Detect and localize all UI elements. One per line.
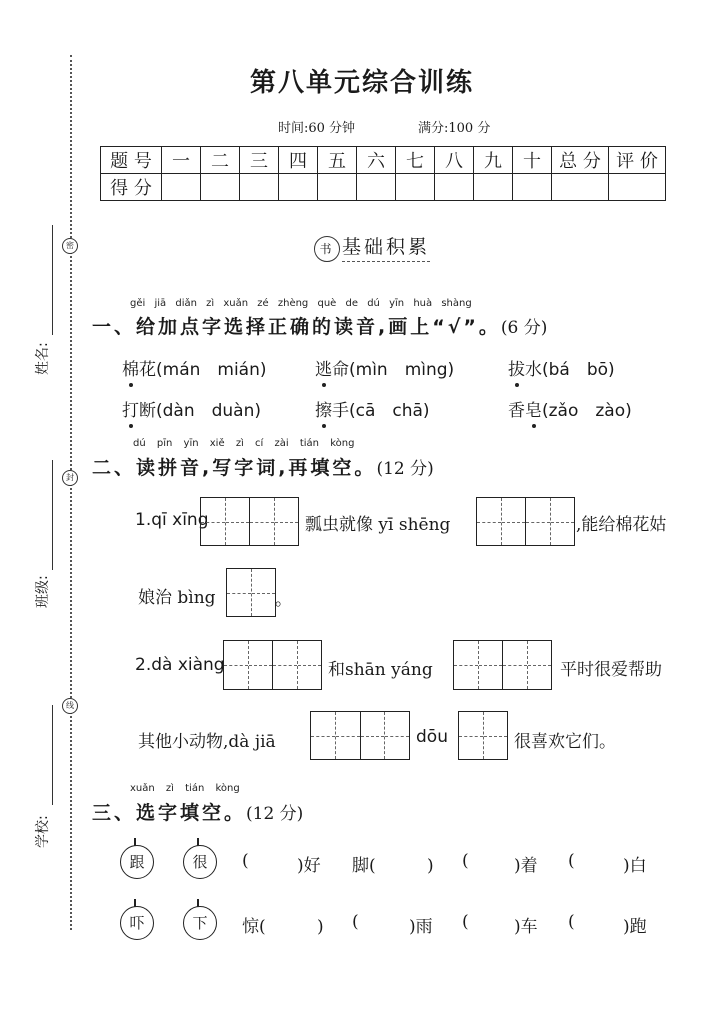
pinyin: zì: [235, 438, 244, 449]
pinyin: zé: [257, 298, 269, 309]
pinyin: xiě: [209, 438, 225, 449]
q2-text-part: 2.dà xiàng: [135, 655, 225, 675]
table-cell: 评 价: [609, 147, 666, 174]
school-line: [52, 705, 53, 805]
table-cell: 六: [357, 147, 396, 174]
blank[interactable]: ): [410, 856, 434, 876]
q2-text-part: 瓢虫就像 yī shēng: [305, 515, 451, 535]
q2-text-part: 很喜欢它们。: [514, 732, 616, 752]
pinyin-options[interactable]: (bá bō): [542, 360, 615, 380]
answer-box[interactable]: [223, 640, 322, 690]
table-cell: 五: [318, 147, 357, 174]
word-rest: 花: [139, 360, 156, 380]
apple-char-icon: 下: [183, 906, 217, 940]
pinyin-options[interactable]: (mìn mìng): [349, 360, 455, 380]
score-cell[interactable]: [240, 174, 279, 201]
pinyin: cí: [255, 438, 264, 449]
q2-text-part: 和shān yáng: [328, 660, 433, 680]
q2-text-part: 1.qī xīng: [135, 510, 209, 530]
q2-text-part: 娘治 bìng: [138, 588, 216, 608]
q1-score: (6 分): [500, 318, 548, 338]
blank[interactable]: (: [568, 912, 575, 932]
q2-pinyin: [133, 438, 354, 449]
q1-item: [315, 355, 454, 380]
word-rest: 手: [332, 401, 349, 421]
score-cell[interactable]: [552, 174, 609, 201]
pinyin: huà: [413, 298, 433, 309]
q2-text-part: 。: [275, 590, 292, 610]
school-label: 学校:: [35, 815, 51, 848]
score-cell[interactable]: [201, 174, 240, 201]
score-cell[interactable]: [513, 174, 552, 201]
blank[interactable]: )车: [497, 917, 538, 937]
q1-item: [122, 396, 261, 421]
section-heading: [314, 232, 430, 262]
pinyin: de: [345, 298, 359, 309]
fullscore-label: 满分:100 分: [418, 121, 491, 136]
blank[interactable]: 脚(: [352, 856, 376, 876]
pinyin: zì: [206, 298, 215, 309]
binding-mark-1: 密: [62, 238, 78, 254]
q2-text-part: 平时很爱帮助: [560, 660, 662, 680]
book-icon: 书: [314, 236, 340, 262]
blank[interactable]: (: [462, 912, 469, 932]
q1-pinyin: [130, 298, 472, 309]
dotted-char: 皂: [525, 401, 542, 421]
binding-mark-3: 线: [62, 698, 78, 714]
table-cell: 七: [396, 147, 435, 174]
blank[interactable]: )好: [280, 856, 321, 876]
q3-score: (12 分): [246, 804, 304, 824]
pinyin: què: [317, 298, 337, 309]
pinyin: kòng: [330, 438, 355, 449]
q1-item: [315, 396, 430, 421]
pinyin-options[interactable]: (dàn duàn): [156, 401, 262, 421]
q2-text-part: dōu: [416, 727, 448, 747]
table-cell: 得 分: [101, 174, 162, 201]
q2-text: 二、读拼音,写字词,再填空。: [92, 457, 377, 479]
q1-item: [122, 355, 267, 380]
score-cell[interactable]: [474, 174, 513, 201]
score-table: [100, 146, 666, 201]
answer-box[interactable]: [226, 568, 276, 617]
pinyin: zì: [165, 783, 174, 794]
q2-text-part: 其他小动物,dà jiā: [138, 732, 276, 752]
dotted-char: 擦: [315, 401, 332, 421]
blank[interactable]: (: [352, 912, 359, 932]
pinyin: kòng: [215, 783, 240, 794]
pinyin: jiā: [154, 298, 167, 309]
answer-box[interactable]: [476, 497, 575, 546]
apple-char-icon: 吓: [120, 906, 154, 940]
pinyin: dú: [133, 438, 146, 449]
blank[interactable]: (: [462, 851, 469, 871]
score-cell[interactable]: [162, 174, 201, 201]
score-table-header-row: [101, 147, 666, 174]
pinyin: gěi: [130, 298, 146, 309]
q3-heading: [92, 798, 303, 825]
pinyin: diǎn: [175, 298, 197, 309]
score-cell[interactable]: [435, 174, 474, 201]
q2-text-part: ,能给棉花姑: [576, 515, 667, 535]
q1-heading: [92, 312, 547, 339]
score-table-score-row: [101, 174, 666, 201]
pinyin-options[interactable]: (mán mián): [156, 360, 267, 380]
class-line: [52, 460, 53, 570]
binding-mark-2: 封: [62, 470, 78, 486]
dotted-char: 棉: [122, 360, 139, 380]
blank[interactable]: (: [242, 851, 249, 871]
apple-char-icon: 跟: [120, 845, 154, 879]
answer-box[interactable]: [310, 711, 410, 760]
answer-box[interactable]: [200, 497, 299, 546]
dotted-char: 逃: [315, 360, 332, 380]
section-title: 基础积累: [342, 236, 430, 262]
pinyin: xuǎn: [223, 298, 249, 309]
q1-text: 一、给加点字选择正确的读音,画上“√”。: [92, 316, 501, 338]
table-cell: 四: [279, 147, 318, 174]
table-cell: 三: [240, 147, 279, 174]
pinyin: pīn: [156, 438, 173, 449]
score-cell[interactable]: [357, 174, 396, 201]
table-cell: 十: [513, 147, 552, 174]
pinyin: xuǎn: [130, 783, 155, 794]
pinyin: tián: [299, 438, 320, 449]
pinyin-options[interactable]: (cā chā): [349, 401, 430, 421]
q2-score: (12 分): [376, 459, 434, 479]
score-cell[interactable]: [609, 174, 666, 201]
class-label: 班级:: [35, 575, 51, 608]
pinyin: shàng: [441, 298, 472, 309]
apple-char-icon: 很: [183, 845, 217, 879]
page-title: 第八单元综合训练: [249, 68, 474, 98]
blank[interactable]: ): [300, 917, 324, 937]
name-label: 姓名:: [35, 342, 51, 375]
score-cell[interactable]: [279, 174, 318, 201]
q2-heading: [92, 453, 434, 480]
score-cell[interactable]: [318, 174, 357, 201]
pinyin: tián: [185, 783, 205, 794]
q3-pinyin: [130, 783, 240, 794]
table-cell: 九: [474, 147, 513, 174]
pinyin: yīn: [389, 298, 405, 309]
blank[interactable]: (: [568, 851, 575, 871]
blank[interactable]: )雨: [392, 917, 433, 937]
score-cell[interactable]: [396, 174, 435, 201]
pinyin: yīn: [183, 438, 199, 449]
table-cell: 总 分: [552, 147, 609, 174]
pinyin: dú: [367, 298, 380, 309]
blank[interactable]: 惊(: [242, 917, 266, 937]
blank[interactable]: )着: [497, 856, 538, 876]
pinyin: zhèng: [277, 298, 309, 309]
time-label: 时间:60 分钟: [278, 121, 356, 136]
word-rest: 命: [332, 360, 349, 380]
table-cell: 题 号: [101, 147, 162, 174]
pinyin-options[interactable]: (zǎo zào): [542, 401, 632, 421]
q3-text: 三、选字填空。: [92, 802, 247, 824]
blank[interactable]: )跑: [606, 917, 647, 937]
answer-box[interactable]: [453, 640, 552, 690]
q1-item: [508, 355, 615, 380]
word-rest: 断: [139, 401, 156, 421]
table-cell: 八: [435, 147, 474, 174]
word-rest: 水: [525, 360, 542, 380]
dotted-char: 打: [122, 401, 139, 421]
blank[interactable]: )白: [606, 856, 647, 876]
table-cell: 一: [162, 147, 201, 174]
q1-item: [508, 396, 632, 421]
answer-box[interactable]: [458, 711, 508, 760]
table-cell: 二: [201, 147, 240, 174]
word-rest: 香: [508, 401, 525, 421]
binding-line: [70, 55, 72, 930]
name-line: [52, 225, 53, 335]
pinyin: zài: [274, 438, 289, 449]
dotted-char: 拔: [508, 360, 525, 380]
